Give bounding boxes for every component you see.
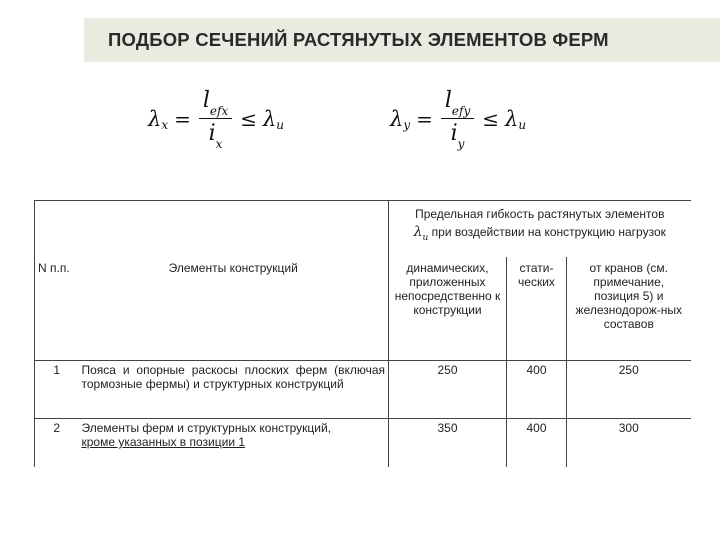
formula-x-numerator-sub: efx [209,104,229,118]
row-1-element: Пояса и опорные раскосы плоских ферм (включая тормозные фермы) и структурных конструкций [79,361,389,419]
row-2-element: Элементы ферм и структурных конструкций, кроме указанных в позиции 1 [79,419,389,467]
formula-x-denominator: i [208,121,216,146]
row-1-dynamic: 250 [389,361,507,419]
header-limit-title: Предельная гибкость растянутых элементов [415,207,665,221]
formula-x-limit-sub: u [276,117,285,132]
row-1-number: 1 [35,361,79,419]
row-2-static: 400 [507,419,567,467]
header-static: стати-ческих [507,257,567,361]
lambda-u-symbol: $\lambda_u$ [413,224,429,243]
formula-y-leq: ≤ [482,106,499,131]
page-title: ПОДБОР СЕЧЕНИЙ РАСТЯНУТЫХ ЭЛЕМЕНТОВ ФЕРМ [108,29,609,50]
formula-y-fraction [441,88,474,149]
row-2-number: 2 [35,419,79,467]
row-2-element-extra: кроме указанных в позиции 1 [81,435,246,449]
header-limit-suffix: при воздействии на конструкцию нагрузок [431,225,666,239]
formula-x-limit: λ [262,106,277,131]
formula-x-lambda-sub: x [161,117,169,132]
formula-y-denominator: i [450,121,458,146]
formula-y-denominator-sub: y [457,137,465,151]
title-bar [84,18,720,62]
slenderness-table [34,200,691,467]
formula-y-lambda-sub: y [403,117,411,132]
row-1-cranes: 250 [567,361,691,419]
formula-x-denominator-sub: x [215,137,223,151]
formula-y-lambda: λ [390,106,404,131]
header-dynamic: динамических, приложенных непосредственно к конструкции [389,257,507,361]
formula-x-numerator: l [202,88,210,113]
header-number: N п.п. [35,257,79,361]
formula-x-leq: ≤ [240,106,257,131]
formula-y-numerator: l [444,88,452,113]
header-cell-number-top [35,201,79,257]
formula-lambda-x [148,88,284,149]
formula-x-fraction [199,88,232,149]
formula-y-numerator-sub: efy [451,104,471,118]
formula-x-equals: = [174,106,191,131]
formula-y-limit: λ [505,106,519,131]
header-cranes: от кранов (см. примечание, позиция 5) и железнодорож-ных составов [567,257,691,361]
row-2-cranes: 300 [567,419,691,467]
formula-lambda-y [390,88,526,149]
row-2-dynamic: 350 [389,419,507,467]
formula-y-limit-sub: u [518,117,527,132]
header-cell-elements-top [79,201,389,257]
formula-y-equals: = [416,106,433,131]
header-elements: Элементы конструкций [168,260,298,275]
formula-x-lambda: λ [148,106,162,131]
header-limit-group [389,201,691,257]
row-1-static: 400 [507,361,567,419]
